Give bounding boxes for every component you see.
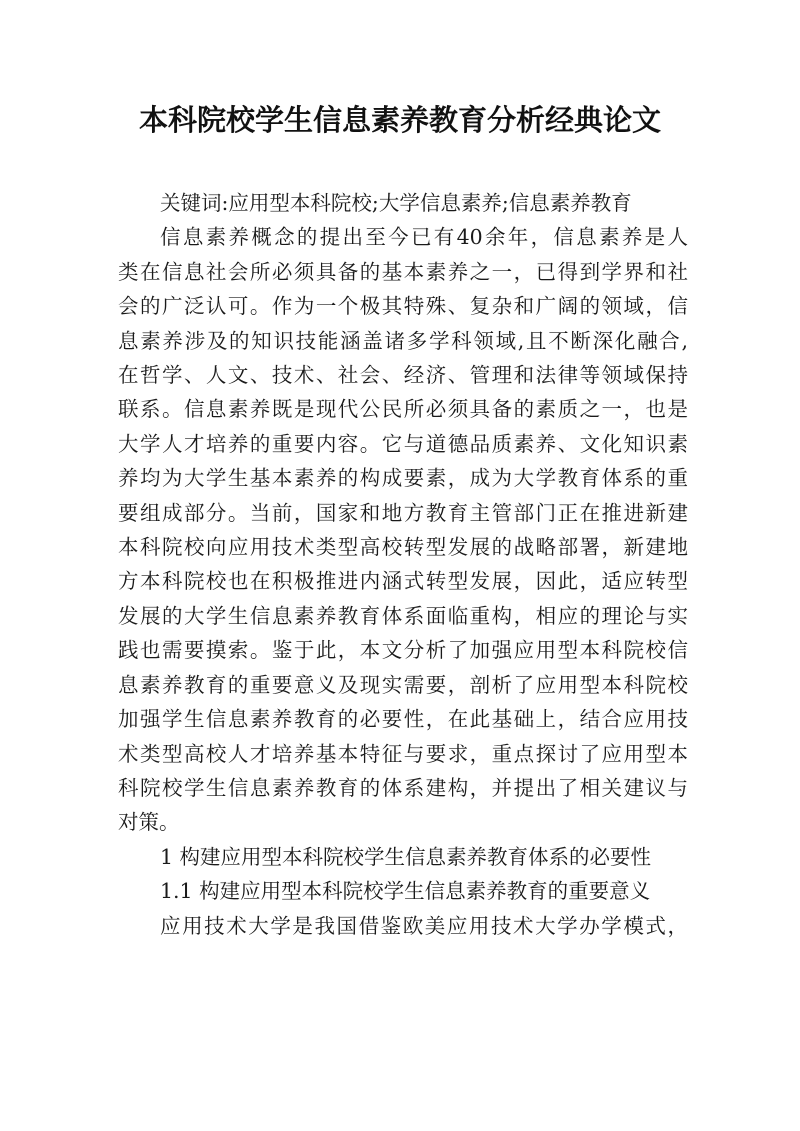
paragraph-line: 发展的大学生信息素养教育体系面临重构，相应的理论与实 (118, 603, 688, 628)
section-heading-text: 1 构建应用型本科院校学生信息素养教育体系的必要性 (160, 844, 652, 869)
paragraph-line: 践也需要摸索。鉴于此，本文分析了加强应用型本科院校信 (118, 638, 688, 663)
paragraph-line: 应用技术大学是我国借鉴欧美应用技术大学办学模式， (160, 913, 688, 938)
paragraph-line: 本科院校向应用技术类型高校转型发展的战略部署，新建地 (118, 535, 688, 560)
paragraph-line: 养均为大学生基本素养的构成要素，成为大学教育体系的重 (118, 466, 688, 491)
paragraph-line: 对策。 (118, 810, 180, 835)
keywords-line (118, 186, 688, 220)
paragraph-line: 科院校学生信息素养教育的体系建构，并提出了相关建议与 (118, 775, 688, 800)
paragraph-line: 信息素养概念的提出至今已有40余年，信息素养是人 (160, 225, 688, 250)
paragraph-line: 联系。信息素养既是现代公民所必须具备的素质之一，也是 (118, 397, 688, 422)
section-heading-1-1 (118, 874, 688, 908)
paragraph-intro (118, 220, 688, 839)
paragraph-line: 术类型高校人才培养基本特征与要求，重点探讨了应用型本 (118, 741, 688, 766)
paragraph-line: 息素养教育的重要意义及现实需要，剖析了应用型本科院校 (118, 672, 688, 697)
paragraph-line: 息素养涉及的知识技能涵盖诸多学科领域,且不断深化融合, (118, 328, 688, 353)
paragraph-line: 加强学生信息素养教育的必要性，在此基础上，结合应用技 (118, 707, 688, 732)
paragraph-line: 在哲学、人文、技术、社会、经济、管理和法律等领域保持 (118, 363, 688, 388)
paragraph-line: 会的广泛认可。作为一个极其特殊、复杂和广阔的领域，信 (118, 294, 688, 319)
paragraph-line: 类在信息社会所必须具备的基本素养之一，已得到学界和社 (118, 259, 688, 284)
keywords-text: 关键词:应用型本科院校;大学信息素养;信息素养教育 (160, 191, 632, 215)
paragraph-line: 大学人才培养的重要内容。它与道德品质素养、文化知识素 (118, 431, 688, 456)
paragraph-applied-universities (118, 909, 688, 943)
document-body (118, 186, 688, 943)
section-heading-1 (118, 840, 688, 874)
paragraph-line: 方本科院校也在积极推进内涵式转型发展，因此，适应转型 (118, 569, 688, 594)
paragraph-line: 要组成部分。当前，国家和地方教育主管部门正在推进新建 (118, 500, 688, 525)
document-title: 本科院校学生信息素养教育分析经典论文 (138, 103, 661, 137)
subsection-heading-text: 1.1 构建应用型本科院校学生信息素养教育的重要意义 (160, 879, 651, 904)
